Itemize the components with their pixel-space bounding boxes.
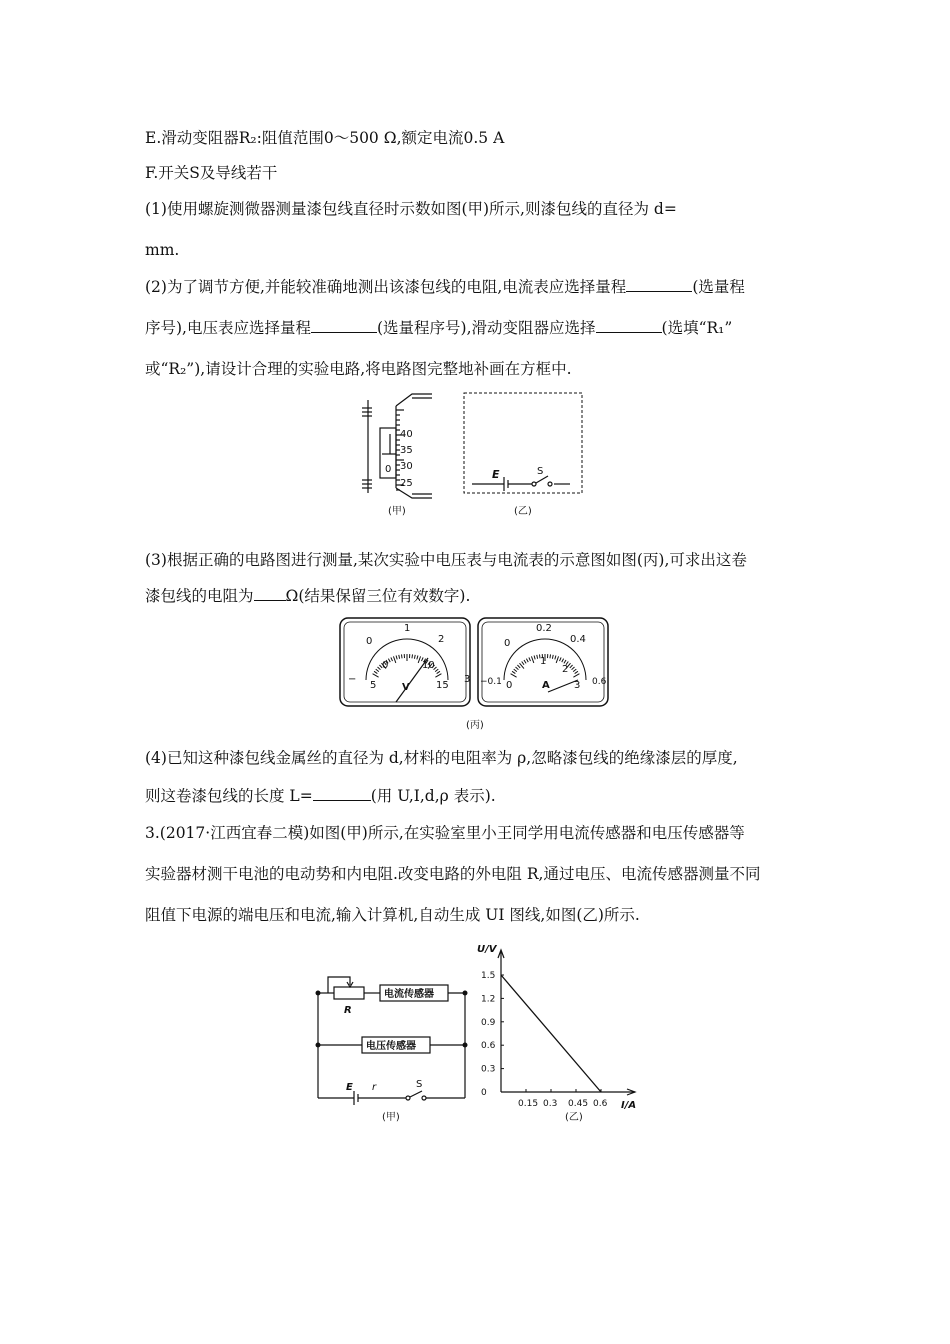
q3-text-a: 漆包线的电阻为 bbox=[145, 587, 254, 605]
ui-line bbox=[501, 975, 601, 1092]
q2-text-c: 序号),电压表应选择量程 bbox=[145, 319, 311, 337]
v-lower-10: 10 bbox=[422, 660, 435, 671]
question-4-line-2 bbox=[145, 786, 496, 806]
label-s: S bbox=[537, 466, 544, 477]
thimble-tick-35: 35 bbox=[400, 445, 413, 456]
v-unit: V bbox=[402, 682, 410, 693]
meter-tick bbox=[572, 667, 575, 670]
label-e-battery: E bbox=[346, 1082, 353, 1093]
meter-tick bbox=[401, 654, 402, 658]
caption-yi: (乙) bbox=[514, 506, 532, 517]
q2-text-d: (选量程序号),滑动变阻器应选择 bbox=[376, 319, 596, 337]
meter-tick bbox=[418, 656, 420, 663]
meter-tick bbox=[564, 660, 566, 663]
meter-tick bbox=[534, 656, 535, 660]
x-axis-label: I/A bbox=[621, 1100, 637, 1111]
question-3-line-1: (3)根据正确的电路图进行测量,某次实验中电压表与电流表的示意图如图(丙),可求出这卷 bbox=[145, 551, 747, 569]
a-lower-0: 0 bbox=[506, 680, 513, 691]
meter-tick bbox=[556, 656, 558, 663]
v-upper-1: 1 bbox=[404, 623, 411, 634]
meter-tick bbox=[529, 657, 531, 661]
answer-blank-voltmeter-range[interactable] bbox=[311, 318, 377, 333]
current-sensor-label: 电流传感器 bbox=[384, 989, 434, 1000]
voltage-sensor-label: 电压传感器 bbox=[366, 1041, 416, 1052]
figure-2-meters bbox=[338, 616, 613, 734]
q2-text-e: (选填“R₁” bbox=[661, 319, 733, 337]
y-tick-label: 0 bbox=[481, 1088, 487, 1098]
meter-tick bbox=[517, 665, 520, 668]
meter-tick bbox=[393, 656, 395, 663]
question-2-line-3: 或“R₂”),请设计合理的实验电路,将电路图完整地补画在方框中. bbox=[145, 360, 572, 378]
meter-tick bbox=[414, 655, 415, 659]
question-1-line: (1)使用螺旋测微器测量漆包线直径时示数如图(甲)所示,则漆包线的直径为 d= bbox=[145, 200, 677, 218]
meter-tick bbox=[573, 669, 576, 671]
meter-tick bbox=[524, 660, 526, 663]
figure-1 bbox=[360, 388, 600, 523]
meter-tick bbox=[531, 656, 533, 663]
q2-text-b: (选量程 bbox=[692, 278, 745, 296]
meter-tick bbox=[522, 661, 524, 664]
thimble-tick-25: 25 bbox=[400, 478, 413, 489]
a-unit: A bbox=[542, 680, 550, 691]
meter-tick bbox=[550, 654, 551, 658]
sleeve-zero: 0 bbox=[385, 464, 392, 475]
label-r-internal: r bbox=[372, 1082, 377, 1093]
y-axis-label: U/V bbox=[477, 944, 497, 955]
v-lower-5: 5 bbox=[370, 680, 377, 691]
chart-axes bbox=[498, 950, 635, 1095]
a-minus: −0.1 bbox=[480, 677, 502, 687]
v-upper-3: 3 bbox=[464, 674, 471, 685]
a-upper-0: 0 bbox=[504, 638, 511, 649]
a-lower-3: 3 bbox=[574, 680, 581, 691]
meter-tick bbox=[437, 671, 440, 673]
problem-3-line-3: 阻值下电源的端电压和电流,输入计算机,自动生成 UI 图线,如图(乙)所示. bbox=[145, 906, 640, 924]
caption-jia-3: (甲) bbox=[382, 1112, 400, 1123]
meter-tick bbox=[412, 654, 413, 658]
meter-tick bbox=[515, 667, 518, 670]
problem-3-line-1: 3.(2017·江西宜春二模)如图(甲)所示,在实验室里小王同学用电流传感器和电压传感器等 bbox=[145, 824, 745, 842]
answer-blank-ammeter-range[interactable] bbox=[626, 277, 692, 292]
meter-tick bbox=[555, 656, 556, 660]
thimble-tick-40: 40 bbox=[400, 429, 413, 440]
meter-tick bbox=[391, 657, 393, 661]
v-upper-2: 2 bbox=[438, 634, 445, 645]
meter-tick bbox=[435, 674, 441, 678]
q2-text-a: (2)为了调节方便,并能较准确地测出该漆包线的电阻,电流表应选择量程 bbox=[145, 278, 627, 296]
x-tick-label: 0.6 bbox=[593, 1099, 608, 1109]
meter-tick bbox=[377, 667, 380, 670]
q4-text-a: 则这卷漆包线的长度 L= bbox=[145, 787, 313, 805]
y-tick-label: 0.3 bbox=[481, 1064, 496, 1075]
v-lower-0: 0 bbox=[382, 660, 389, 671]
a-lower-1: 1 bbox=[540, 656, 547, 667]
meter-tick bbox=[511, 674, 517, 678]
meter-tick bbox=[526, 659, 528, 663]
v-lower-15: 15 bbox=[436, 680, 449, 691]
y-tick-label: 0.6 bbox=[481, 1041, 496, 1052]
a-lower-2: 2 bbox=[562, 664, 569, 675]
meter-tick bbox=[388, 659, 390, 663]
answer-blank-length[interactable] bbox=[313, 786, 371, 801]
question-3-line-2 bbox=[145, 586, 470, 606]
meter-tick bbox=[512, 671, 515, 673]
figure-3-circuit bbox=[310, 965, 480, 1125]
x-tick-label: 0.45 bbox=[568, 1099, 589, 1109]
q4-text-b: (用 U,I,d,ρ 表示). bbox=[370, 787, 496, 805]
meter-tick bbox=[573, 674, 579, 678]
meter-tick bbox=[537, 655, 538, 659]
question-4-line-1: (4)已知这种漆包线金属丝的直径为 d,材料的电阻率为 ρ,忽略漆包线的绝缘漆层的厚度, bbox=[145, 749, 738, 767]
a-upper-0-2: 0.2 bbox=[536, 623, 552, 634]
a-upper-0-6: 0.6 bbox=[592, 677, 607, 687]
meter-tick bbox=[575, 671, 578, 673]
meter-tick bbox=[514, 669, 517, 671]
battery-switch-circuit bbox=[472, 476, 570, 491]
option-e-line: E.滑动变阻器R₂:阻值范围0～500 Ω,额定电流0.5 A bbox=[145, 129, 505, 147]
option-f-line: F.开关S及导线若干 bbox=[145, 164, 278, 182]
y-tick-label: 1.2 bbox=[481, 994, 496, 1005]
v-upper-0: 0 bbox=[366, 636, 373, 647]
label-s-switch: S bbox=[416, 1079, 423, 1090]
q3-text-b: Ω(结果保留三位有效数字). bbox=[285, 587, 471, 605]
question-2-line-1 bbox=[145, 277, 745, 297]
ui-graph bbox=[475, 940, 645, 1125]
answer-blank-rheostat[interactable] bbox=[596, 318, 662, 333]
a-upper-0-4: 0.4 bbox=[570, 634, 586, 645]
meter-tick bbox=[562, 659, 564, 663]
meter-tick bbox=[435, 669, 438, 671]
meter-tick bbox=[374, 671, 377, 673]
meter-tick bbox=[552, 655, 553, 659]
question-2-line-2 bbox=[145, 318, 732, 338]
caption-yi-3: (乙) bbox=[565, 1112, 583, 1123]
problem-3-line-2: 实验器材测干电池的电动势和内电阻.改变电路的外电阻 R,通过电压、电流传感器测量不同 bbox=[145, 865, 761, 883]
meter-tick bbox=[376, 669, 379, 671]
label-e: E bbox=[492, 468, 500, 481]
label-r-resistor: R bbox=[344, 1005, 352, 1016]
micrometer-figure bbox=[362, 394, 432, 498]
circuit-design-box[interactable] bbox=[464, 393, 582, 493]
meter-tick bbox=[399, 655, 400, 659]
meter-tick bbox=[417, 656, 418, 660]
answer-blank-resistance[interactable] bbox=[254, 586, 286, 601]
caption-jia: (甲) bbox=[388, 506, 406, 517]
x-tick-label: 0.3 bbox=[543, 1099, 558, 1109]
v-minus: − bbox=[348, 674, 357, 685]
meter-tick bbox=[373, 674, 379, 678]
thimble-tick-30: 30 bbox=[400, 461, 413, 472]
meter-tick bbox=[560, 657, 562, 661]
meter-tick bbox=[570, 665, 573, 668]
x-tick-label: 0.15 bbox=[518, 1099, 539, 1109]
caption-bing: (丙) bbox=[466, 720, 484, 731]
meter-tick bbox=[396, 656, 397, 660]
y-tick-label: 1.5 bbox=[481, 971, 496, 981]
y-tick-label: 0.9 bbox=[481, 1017, 496, 1028]
question-1-unit: mm. bbox=[145, 241, 180, 259]
